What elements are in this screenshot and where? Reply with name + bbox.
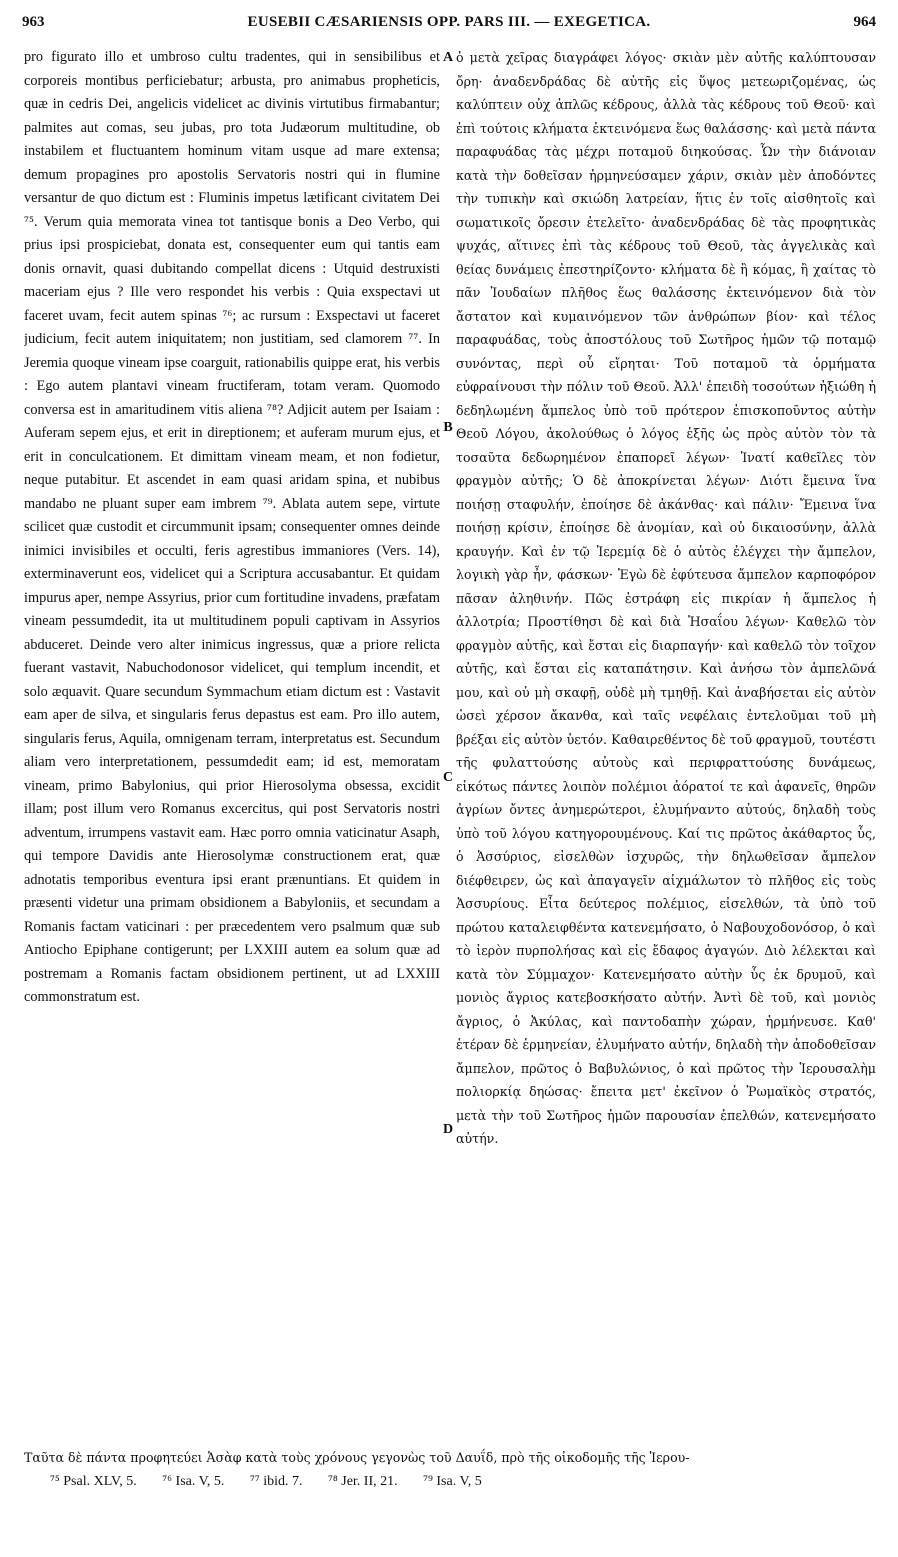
page-number-left: 963 [22,14,45,30]
latin-paragraph: pro figurato illo et umbroso cultu tradentes, qui in sensibilibus et corporeis montibus perficiebatur; arbusta, pro animabus propheticis, quæ in cedris Dei, angelicis videlicet ac divinis virtutibus firmabantur; palmites aut comas, seu jubas, pro tota Judæorum multitudine, ob instabilem et fluctuantem hominum vitam usque ad mare extensa; demum propagines pro apostolis Servatoris nostri qui in flumine versantur de quo dictum est : Fluminis impetus lætificant civitatem Dei ⁷⁵. Verum quia memorata vinea tot tantisque bonis a Deo Verbo, qui prius ipsi prospiciebat, donata est, consequenter eum qui tantis eam donis ornavit, quasi dubitando compellat dicens : Utquid destruxisti maceriam ejus ? Ille vero respondet his verbis : Quia exspectavi ut faceret uvam, fecit autem spinas ⁷⁶; ac rursum : Exspectavi ut faceret judicium, fecit autem iniquitatem; non justitiam, sed clamorem ⁷⁷. In Jeremia quoque vineam ipse coarguit, rationabilis quippe erat, his verbis : Ego autem plantavi vineam fructiferam, totam veram. Quomodo conversa est in amaritudinem vitis aliena ⁷⁸? Adjicit autem per Isaiam : Auferam sepem ejus, et erit in direptionem; et auferam murum ejus, et erit in conculcationem. Et dimittam vineam meam, et non fodietur, neque putabitur. Et ascendet in eam quasi aridam spina, et nubibus mandabo ne pluant super eam imbrem ⁷⁹. Ablata autem sepe, virtute scilicet quæ custodit et circummunit ipsam; consequenter omnes deinde inimici invisibiles et occulti, feris agrestibus immaniores (Vers. 14), exterminaverunt eos, videlicet qui a Scriptura accusabantur. Et quidam impurus aper, nempe Assyrius, prior cum fortitudine invadens, præfatam vineam pessumdedit, ita ut multitudinem populi captivam in Assyrios abduceret. Deinde vero alter inimicus ingressus, quæ a priore relicta fuerant vastavit, Nabuchodonosor videlicet, qui templum incendit, et solo æquavit. Quare secundum Symmachum etiam dictum est : Vastavit eam aper de silva, et singularis ferus depastus est eam. Pro illo autem, singularis ferus, Aquila, omnigenam terram, interpretatus est. Secundum aliam vero interpretationem, pessumdedit eam; id est, memoratam vineam, primo Babylonius, qui prior Hierosolyma obsessa, excidit illam; post illum vero Romanus excercitus, qui post Servatoris nostri adventum, irrumpens vastavit eam. Hæc porro omnia vaticinatur Asaph, qui tempore Davidis ante Hierosolymæ constructionem erat, quæ adnotatis temporibus eventura ipsi erant prænuntians. Et quidem in præsenti videtur una primam obsidionem a Babyloniis, et secundam a Romanis factam vaticinari : per præcedentem vero psalmum quæ sub Antiocho Epiphane contigerunt; per LXXIII autem ea solum quæ ad postremam a Romanis factam obsidionem pertinent, ut ad LXXIII commonstratum est. [24,49,440,1005]
greek-column [456,46,876,1444]
section-marker-c: C [442,770,454,785]
footnote: ⁷⁸ Jer. II, 21. [327,1474,398,1489]
greek-paragraph: ὁ μετὰ χεῖρας διαγράφει λόγος· σκιὰν μὲν αὐτῆς καλύπτουσαν ὄρη· ἀναδενδράδας δὲ αὐτῆς εἰς ὕψος μετεωριζομένας, ὡς καλύπτειν οὐχ ἁπλῶς κέδρους, ἀλλὰ τὰς κέδρους τοῦ Θεοῦ· καὶ ἐπὶ τούτοις κλήματα ἐκτεινόμενα ἕως θαλάσσης· καὶ μετὰ πάντα παραφυάδας τὰς μέχρι ποταμοῦ διηκούσας. Ὧν τὴν διάνοιαν κατὰ τὴν δοθεῖσαν ἡρμηνεύσαμεν χάριν, σκιὰν μὲν ἀποδόντες τὴν τυπικὴν καὶ σκιώδη λατρείαν, ἥτις ἐν τοῖς αἰσθητοῖς καὶ σωματικοῖς ὄρεσιν ἐτελεῖτο· ἀναδενδράδας δὲ τὰς προφητικὰς ψυχάς, αἵτινες ἐπὶ τὰς κέδρους τοῦ Θεοῦ, τὰς ἀγγελικὰς καὶ θείας δυνάμεις ἐπεστηρίζοντο· κλήματα δὲ ἢ κόμας, ἢ χαίτας τὸ πᾶν Ἰουδαίων πλῆθος ἕως θαλάσσης ἐκτεινόμενον διὰ τὸν ἄστατον καὶ κυμαινόμενον τῶν ἀνθρώπων βίον· καὶ τέλος παραφυάδας, τοὺς ἀποστόλους τοῦ Σωτῆρος ἡμῶν τῷ ποταμῷ συνόντας, περὶ οὗ εἴρηται· Τοῦ ποταμοῦ τὰ ὁρμήματα εὐφραίνουσι τὴν πόλιν τοῦ Θεοῦ. Ἀλλ' ἐπειδὴ τοσούτων ἠξιώθη ἡ δεδηλωμένη ἄμπελος ὑπὸ τοῦ πρότερον ἐπισκοποῦντος αὐτὴν Θεοῦ Λόγου, ἀκολούθως ὁ λόγος ἑξῆς ὡς πρὸς αὐτὸν τὸν τὰ τοσαῦτα δεδωρημένον ἐπαπορεῖ λέγων· Ἱνατί καθεῖλες τὸν φραγμὸν αὐτῆς; Ὁ δὲ ἀποκρίνεται λέγων· Διότι ἔμεινα ἵνα ποιήσῃ σταφυλήν, ἐποίησε δὲ ἀκάνθας· καὶ πάλιν· Ἔμεινα ἵνα ποιήσῃ κρίσιν, ἐποίησε δὲ ἀνομίαν, καὶ οὐ δικαιοσύνην, ἀλλὰ κραυγήν. Καὶ ἐν τῷ Ἱερεμίᾳ δὲ ὁ αὐτὸς ἐλέγχει τὴν ἄμπελον, λογικὴ γὰρ ἦν, φάσκων· Ἐγὼ δὲ ἐφύτευσα ἄμπελον καρποφόρον πᾶσαν ἀληθινήν. Πῶς ἐστράφη εἰς πικρίαν ἡ ἄμπελος ἡ ἀλλοτρία; Προστίθησι δὲ καὶ διὰ Ἡσαΐου λέγων· Καθελῶ τὸν φραγμὸν αὐτῆς, καὶ ἔσται εἰς διαρπαγήν· καὶ καθελῶ τὸν τοῖχον αὐτῆς, καὶ ἔσται εἰς καταπάτησιν. Καὶ ἀνήσω τὸν ἀμπελῶνά μου, καὶ οὐ μὴ σκαφῇ, οὐδὲ μὴ τμηθῇ. Καὶ ἀναβήσεται εἰς αὐτὸν ὡσεὶ χέρσον ἄκανθα, καὶ ταῖς νεφέλαις ἐντελοῦμαι τοῦ μὴ βρέξαι εἰς αὐτὸν ὑετόν. Καθαιρεθέντος δὲ τοῦ φραγμοῦ, τουτέστι τῆς φυλαττούσης αὐτοὺς καὶ περιφραττούσης δυνάμεως, εἰκότως πάντες λοιπὸν πολέμιοι ἀόρατοί τε καὶ ἀφανεῖς, θηρῶν ἀγρίων ὄντες ἀνημερώτεροι, ἐλυμήναντο αὐτούς, δηλαδὴ τοὺς ὑπὸ τοῦ λόγου κατηγορουμένους. Καί τις πρῶτος ἀκάθαρτος ὗς, ὁ Ἀσσύριος, εἰσελθὼν ἰσχυρῶς, τὴν δηλωθεῖσαν ἄμπελον διέφθειρεν, ὡς καὶ ἀπαγαγεῖν αἰχμάλωτον τὸ πλῆθος εἰς τοὺς Ἀσσυρίους. Εἶτα δεύτερος πολέμιος, εἰσελθών, τὰ ὑπὸ τοῦ πρώτου καταλειφθέντα κατενεμήσατο, ὁ Ναβουχοδονόσορ, ὁ καὶ τὸ ἱερὸν πυρπολήσας καὶ εἰς ἔδαφος ἀγαγών. Διὸ λέλεκται καὶ κατὰ τὸν Σύμμαχον· Κατενεμήσατο αὐτὴν ὗς ἐκ δρυμοῦ, καὶ μονιὸς ἄγριος κατεβοσκήσατο αὐτήν. Ἀντὶ δὲ τοῦ, καὶ μονιὸς ἄγριος, ὁ Ἀκύλας, καὶ παντοδαπὴν χώραν, ἡρμήνευσε. Καθ' ἑτέραν δὲ ἑρμηνείαν, ἐλυμήνατο αὐτήν, δηλαδὴ τὴν ἀποδοθεῖσαν ἄμπελον, πρῶτος ὁ Βαβυλώνιος, ὁ καὶ πρῶτος τὴν Ἱερουσαλὴμ πολιορκίᾳ δηώσας· ἔπειτα μετ' ἐκεῖνον ὁ Ῥωμαϊκὸς στρατός, μετὰ τὴν τοῦ Σωτῆρος ἡμῶν παρουσίαν ἐπελθών, κατενεμήσατο αὐτήν. [456,50,876,1146]
footnotes [50,1472,878,1492]
footnote: ⁷⁵ Psal. XLV, 5. [50,1474,137,1489]
footnote: ⁷⁷ ibid. 7. [249,1474,303,1489]
section-marker-b: B [443,420,453,435]
greek-continuation-line: Ταῦτα δὲ πάντα προφητεύει Ἀσὰφ κατὰ τοὺς χρόνους γεγονὼς τοῦ Δαυΐδ, πρὸ τῆς οἰκοδομῆς τῆς Ἱερου- [24,1450,690,1465]
section-marker-a: A [442,50,454,65]
footnote: ⁷⁹ Isa. V, 5 [423,1474,482,1489]
page-header [22,14,876,40]
running-title: EUSEBII CÆSARIENSIS OPP. PARS III. — EXEGETICA. [247,14,651,30]
page-number-right: 964 [853,14,876,30]
footnote: ⁷⁶ Isa. V, 5. [162,1474,225,1489]
latin-column [24,46,440,1444]
section-marker-d: D [442,1122,454,1137]
